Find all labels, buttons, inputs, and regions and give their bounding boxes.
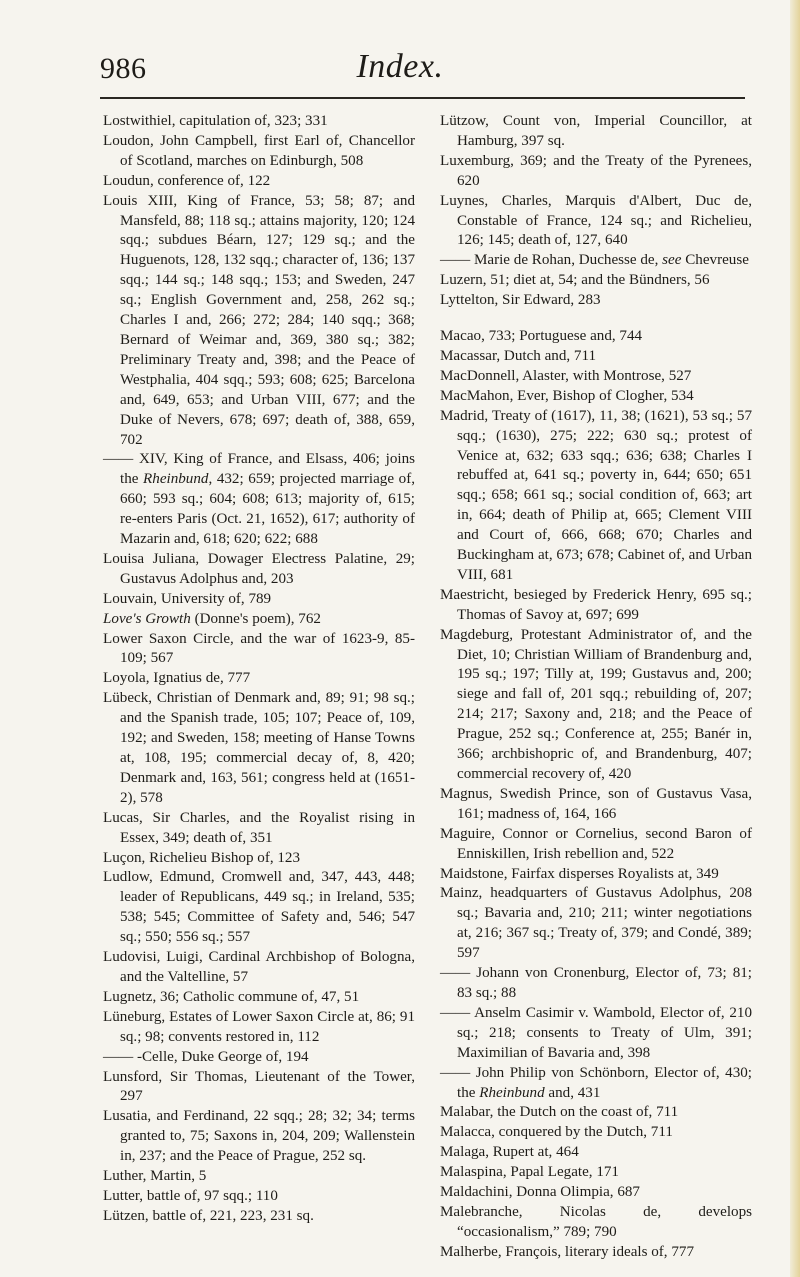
header-rule (100, 97, 745, 99)
index-entry: —— -Celle, Duke George of, 194 (103, 1048, 309, 1065)
index-entry: Loyola, Ignatius de, 777 (103, 670, 251, 687)
index-entry: Macao, 733; Portuguese and, 744 (440, 328, 643, 345)
index-entry: Lutter, battle of, 97 sqq.; 110 (103, 1187, 278, 1204)
index-entry: Maldachini, Donna Olimpia, 687 (440, 1184, 640, 1201)
index-entry: MacMahon, Ever, Bishop of Clogher, 534 (440, 387, 694, 404)
page-number: 986 (100, 52, 147, 85)
index-entry: —— John Philip von Schönborn, Elector of, 430; the Rheinbund and, 431 (440, 1064, 752, 1101)
index-entry: Malabar, the Dutch on the coast of, 711 (440, 1104, 679, 1121)
index-entry: Lützow, Count von, Imperial Councillor, at Hamburg, 397 sq. (440, 113, 752, 149)
index-entry: Macassar, Dutch and, 711 (440, 347, 597, 364)
index-entry: —— XIV, King of France, and Elsass, 406; joins the Rheinbund, 432; 659; projected marriage of, 660; 593 sq.; 604; 608; 613; majority of, 615; re-enters Paris (Oct. 21, 1652), 617; authority of Mazarin and, 618; 620; 622; 688 (103, 451, 415, 548)
index-entry: Malherbe, François, literary ideals of, 777 (440, 1243, 694, 1260)
page-edge-shadow (790, 0, 800, 1277)
index-entry: Malacca, conquered by the Dutch, 711 (440, 1124, 673, 1141)
running-title: Index. (356, 48, 444, 85)
index-entry: Madrid, Treaty of (1617), 11, 38; (1621), 53 sq.; 57 sqq.; (1630), 275; 222; 630 sq.; protest of Venice at, 632; 633 sqq.; 636; 638; Charles I rebuffed at, 641 sq.; poverty in, 644; 650; 651 sqq.; 658; 661 sq.; social condition of, 663; art in, 664; death of Philip at, 665; Clement VIII and Court of, 666, 668; 670; Charles and Buckingham at, 673; 678; Cabinet of, and Urban VIII, 681 (440, 407, 752, 583)
index-entry: Malebranche, Nicolas de, develops “occasionalism,” 789; 790 (440, 1203, 752, 1240)
index-entry: Lower Saxon Circle, and the war of 1623-9, 85-109; 567 (103, 630, 415, 667)
index-entry: Ludlow, Edmund, Cromwell and, 347, 443, 448; leader of Republicans, 449 sq.; in Ireland, 535; 538; 545; Committee of Safety and, 546; 547 sq.; 550; 556 sq.; 557 (103, 869, 415, 946)
index-entry: Louvain, University of, 789 (103, 590, 272, 607)
index-entry: Mainz, headquarters of Gustavus Adolphus, 208 sq.; Bavaria and, 210; 211; winter negotiations at, 216; 367 sq.; Treaty of, 379; and Condé, 389; 597 (440, 885, 752, 962)
index-entry: Luther, Martin, 5 (103, 1168, 207, 1185)
index-entry: Malaga, Rupert at, 464 (440, 1144, 579, 1161)
index-entry: Luçon, Richelieu Bishop of, 123 (103, 849, 301, 866)
index-column-left (103, 112, 415, 1227)
index-entry: Louisa Juliana, Dowager Electress Palatine, 29; Gustavus Adolphus and, 203 (103, 550, 415, 587)
index-entry: Lyttelton, Sir Edward, 283 (440, 292, 601, 309)
index-entry: Loudon, John Campbell, first Earl of, Chancellor of Scotland, marches on Edinburgh, 508 (103, 132, 415, 169)
index-entry: Maidstone, Fairfax disperses Royalists at, 349 (440, 865, 719, 882)
index-entry: Loudun, conference of, 122 (103, 172, 271, 189)
index-entry: Magnus, Swedish Prince, son of Gustavus Vasa, 161; madness of, 164, 166 (440, 785, 752, 822)
index-entry: Luynes, Charles, Marquis d'Albert, Duc de, Constable of France, 124 sq.; and Richelieu, 126; 145; death of, 127, 640 (440, 192, 752, 249)
index-entry: Lusatia, and Ferdinand, 22 sqq.; 28; 32; 34; terms granted to, 75; Saxons in, 204, 209; Wallenstein in, 237; and the Peace of Prague, 252 sq. (103, 1108, 415, 1165)
index-entry: Luxemburg, 369; and the Treaty of the Pyrenees, 620 (440, 152, 752, 189)
index-entry: —— Marie de Rohan, Duchesse de, see Chevreuse (440, 252, 749, 269)
index-entry: —— Anselm Casimir v. Wambold, Elector of, 210 sq.; 218; consents to Treaty of Ulm, 391; Maximilian of Bavaria and, 398 (440, 1004, 752, 1061)
page-header (0, 0, 800, 110)
index-entry: Lübeck, Christian of Denmark and, 89; 91; 98 sq.; and the Spanish trade, 105; 107; Peace of, 109, 192; and Sweden, 158; meeting of Hanse Towns at, 108, 195; commercial decay of, 8, 420; Denmark and, 163, 561; congress held at (1651-2), 578 (103, 690, 415, 806)
index-entry: Lützen, battle of, 221, 223, 231 sq. (103, 1207, 314, 1224)
index-entry: Lostwithiel, capitulation of, 323; 331 (103, 113, 328, 129)
index-entry: Lüneburg, Estates of Lower Saxon Circle at, 86; 91 sq.; 98; convents restored in, 112 (103, 1008, 415, 1045)
index-column-right (440, 112, 752, 1263)
index-entry: Louis XIII, King of France, 53; 58; 87; and Mansfeld, 88; 118 sq.; attains majority, 120; 124 sqq.; subdues Béarn, 127; 129 sq.; and the Huguenots, 128, 132 sqq.; character of, 136; 137 sqq.; 144 sq.; 148 sqq.; 153; and Sweden, 247 sq.; English Government and, 258, 262 sq.; Charles I and, 266; 272; 284; 140 sqq.; 368; Bernard of Weimar and, 369, 380 sq.; 382; Preliminary Treaty and, 398; and the Peace of Westphalia, 404 sqq.; 593; 608; 625; Barcelona and, 649, 653; and Urban VIII, 677; and the Duke of Nevers, 678; 697; death of, 388, 659, 702 (103, 192, 415, 448)
index-entry: —— Johann von Cronenburg, Elector of, 73; 81; 83 sq.; 88 (440, 965, 752, 1001)
index-entry: Lucas, Sir Charles, and the Royalist rising in Essex, 349; death of, 351 (103, 809, 415, 846)
index-entry: Malaspina, Papal Legate, 171 (440, 1164, 619, 1181)
index-entry: Lugnetz, 36; Catholic commune of, 47, 51 (103, 988, 360, 1005)
index-entry: MacDonnell, Alaster, with Montrose, 527 (440, 367, 692, 384)
index-entry: Magdeburg, Protestant Administrator of, and the Diet, 10; Christian William of Brandenburg and, 195 sq.; 197; Tilly at, 199; Gustavus and, 200; siege and fall of, 201 sqq.; rebuilding of, 207; 214; 217; Saxony and, 218; and the Peace of Prague, 252 sq.; Conference at, 255; Banér in, 366; archbishopric of, and Brandenburg, 407; commercial recovery of, 420 (440, 626, 752, 782)
index-entry: Maguire, Connor or Cornelius, second Baron of Enniskillen, Irish rebellion and, 522 (440, 825, 752, 862)
index-entry: Ludovisi, Luigi, Cardinal Archbishop of Bologna, and the Valtelline, 57 (103, 949, 415, 985)
index-entry: Luzern, 51; diet at, 54; and the Bündners, 56 (440, 272, 710, 289)
index-entry: Lunsford, Sir Thomas, Lieutenant of the Tower, 297 (103, 1068, 415, 1105)
index-entry: Love's Growth (Donne's poem), 762 (103, 610, 321, 627)
index-entry: Maestricht, besieged by Frederick Henry, 695 sq.; Thomas of Savoy at, 697; 699 (440, 586, 752, 623)
